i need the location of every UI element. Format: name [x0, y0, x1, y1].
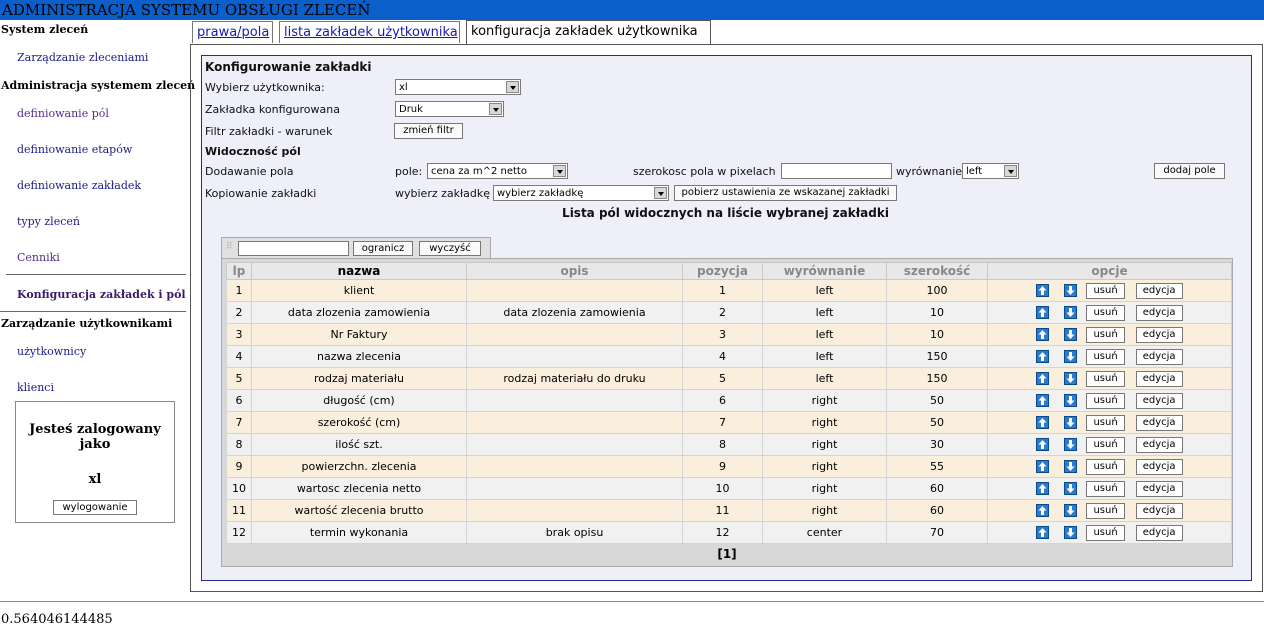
- drag-handle-icon[interactable]: ⠿: [226, 242, 233, 252]
- move-up-icon[interactable]: [1036, 416, 1049, 429]
- cell-nazwa: Nr Faktury: [252, 324, 467, 346]
- cell-opis: [467, 500, 683, 522]
- cell-nazwa: wartość zlecenia brutto: [252, 500, 467, 522]
- move-down-icon[interactable]: [1064, 306, 1077, 319]
- cell-nazwa: ilość szt.: [252, 434, 467, 456]
- cell-lp: 1: [227, 280, 252, 302]
- tab-select-label: Zakładka konfigurowana: [205, 103, 340, 116]
- cell-opcje: [988, 390, 1232, 412]
- limit-button[interactable]: ogranicz: [353, 241, 413, 256]
- cell-nazwa: klient: [252, 280, 467, 302]
- cell-opcje: [988, 434, 1232, 456]
- cell-szerokosc: 50: [887, 390, 988, 412]
- column-header-pozycja[interactable]: pozycja: [683, 263, 763, 280]
- sidebar-item-klienci[interactable]: klienci: [17, 381, 54, 394]
- cell-wyrownanie: right: [763, 456, 887, 478]
- cell-opis: [467, 346, 683, 368]
- visibility-heading: Widoczność pól: [205, 145, 301, 158]
- cell-opcje: [988, 302, 1232, 324]
- clear-button[interactable]: wyczyść: [419, 241, 481, 256]
- user-select-value: xl: [399, 82, 408, 93]
- align-select-value: left: [966, 166, 983, 177]
- cell-nazwa: wartosc zlecenia netto: [252, 478, 467, 500]
- add-field-label: Dodawanie pola: [205, 165, 294, 178]
- cell-wyrownanie: left: [763, 324, 887, 346]
- sidebar-item-definiowanie-etapow[interactable]: definiowanie etapów: [17, 143, 133, 156]
- delete-button[interactable]: usuń: [1086, 283, 1124, 299]
- cell-pozycja: 7: [683, 412, 763, 434]
- tab-select[interactable]: [395, 101, 504, 117]
- tab-select-value: Druk: [399, 104, 423, 115]
- choose-tab-label: wybierz zakładkę: [395, 187, 490, 200]
- delete-button[interactable]: usuń: [1086, 525, 1124, 541]
- move-up-icon[interactable]: [1036, 328, 1049, 341]
- login-user: xl: [88, 472, 102, 487]
- chevron-down-icon: [489, 103, 502, 115]
- chevron-down-icon: [506, 81, 519, 93]
- sidebar-item-definiowanie-pol[interactable]: definiowanie pól: [17, 107, 109, 120]
- delete-button[interactable]: usuń: [1086, 327, 1124, 343]
- table-row: [227, 478, 1232, 500]
- cell-pozycja: 9: [683, 456, 763, 478]
- table-row: [227, 456, 1232, 478]
- login-text: Jesteś zalogowany jako: [29, 422, 161, 452]
- edit-button[interactable]: edycja: [1136, 371, 1183, 387]
- column-header-lp[interactable]: lp: [227, 263, 252, 280]
- fetch-settings-button[interactable]: pobierz ustawienia ze wskazanej zakładki: [674, 185, 897, 201]
- cell-lp: 9: [227, 456, 252, 478]
- cell-pozycja: 11: [683, 500, 763, 522]
- cell-szerokosc: 150: [887, 368, 988, 390]
- cell-opis: data zlozenia zamowienia: [467, 302, 683, 324]
- cell-pozycja: 6: [683, 390, 763, 412]
- move-up-icon[interactable]: [1036, 394, 1049, 407]
- cell-wyrownanie: right: [763, 500, 887, 522]
- cell-lp: 11: [227, 500, 252, 522]
- column-header-szerokosc[interactable]: szerokość: [887, 263, 988, 280]
- chevron-down-icon: [1004, 165, 1017, 177]
- add-field-button[interactable]: dodaj pole: [1154, 163, 1225, 179]
- move-down-icon[interactable]: [1064, 372, 1077, 385]
- choose-tab-select[interactable]: [493, 185, 669, 201]
- cell-pozycja: 5: [683, 368, 763, 390]
- cell-opis: [467, 478, 683, 500]
- pagination[interactable]: [1]: [717, 547, 737, 561]
- cell-pozycja: 4: [683, 346, 763, 368]
- sidebar-item-definiowanie-zakladek[interactable]: definiowanie zakładek: [17, 179, 142, 192]
- tab-prawa-pola[interactable]: prawa/pola: [192, 21, 273, 43]
- cell-nazwa: szerokość (cm): [252, 412, 467, 434]
- column-header-wyrownanie[interactable]: wyrównanie: [763, 263, 887, 280]
- fields-table: [226, 262, 1232, 544]
- move-down-icon[interactable]: [1064, 526, 1077, 539]
- cell-opis: [467, 280, 683, 302]
- move-up-icon[interactable]: [1036, 350, 1049, 363]
- sidebar-section-system: System zleceń: [1, 23, 89, 36]
- table-row: [227, 390, 1232, 412]
- sidebar-divider: [0, 311, 186, 312]
- sidebar-item-cenniki[interactable]: Cenniki: [17, 251, 60, 264]
- move-down-icon[interactable]: [1064, 504, 1077, 517]
- edit-button[interactable]: edycja: [1136, 393, 1183, 409]
- move-up-icon[interactable]: [1036, 460, 1049, 473]
- cell-wyrownanie: right: [763, 412, 887, 434]
- chevron-down-icon: [654, 187, 667, 199]
- edit-button[interactable]: edycja: [1136, 481, 1183, 497]
- delete-button[interactable]: usuń: [1086, 393, 1124, 409]
- app-title: ADMINISTRACJA SYSTEMU OBSŁUGI ZLECEŃ: [0, 0, 1264, 20]
- delete-button[interactable]: usuń: [1086, 305, 1124, 321]
- footer-value: 0.564046144485: [1, 612, 113, 627]
- login-box: [15, 401, 175, 523]
- table-row: [227, 280, 1232, 302]
- move-down-icon[interactable]: [1064, 350, 1077, 363]
- cell-opis: [467, 412, 683, 434]
- table-row: [227, 522, 1232, 544]
- cell-pozycja: 3: [683, 324, 763, 346]
- move-up-icon[interactable]: [1036, 372, 1049, 385]
- config-heading: Konfigurowanie zakładki: [205, 60, 372, 74]
- edit-button[interactable]: edycja: [1136, 459, 1183, 475]
- cell-lp: 7: [227, 412, 252, 434]
- cell-opcje: [988, 412, 1232, 434]
- footer-divider: [0, 601, 1264, 602]
- cell-nazwa: rodzaj materiału: [252, 368, 467, 390]
- table-row: [227, 368, 1232, 390]
- edit-button[interactable]: edycja: [1136, 503, 1183, 519]
- cell-wyrownanie: center: [763, 522, 887, 544]
- move-down-icon[interactable]: [1064, 482, 1077, 495]
- delete-button[interactable]: usuń: [1086, 459, 1124, 475]
- delete-button[interactable]: usuń: [1086, 481, 1124, 497]
- cell-pozycja: 2: [683, 302, 763, 324]
- edit-button[interactable]: edycja: [1136, 305, 1183, 321]
- width-input[interactable]: [781, 163, 892, 179]
- cell-lp: 10: [227, 478, 252, 500]
- cell-wyrownanie: left: [763, 302, 887, 324]
- cell-szerokosc: 30: [887, 434, 988, 456]
- sidebar-item-typy-zlecen[interactable]: typy zleceń: [17, 215, 80, 228]
- move-down-icon[interactable]: [1064, 460, 1077, 473]
- cell-opcje: [988, 456, 1232, 478]
- sidebar-section-administracja: Administracja systemem zleceń: [1, 79, 196, 92]
- cell-lp: 8: [227, 434, 252, 456]
- cell-szerokosc: 55: [887, 456, 988, 478]
- tab-lista-zakladek[interactable]: lista zakładek użytkownika: [279, 21, 460, 43]
- filter-label: Filtr zakładki - warunek: [205, 125, 333, 138]
- align-select[interactable]: [962, 163, 1019, 179]
- cell-opis: brak opisu: [467, 522, 683, 544]
- tab-konfiguracja[interactable]: konfiguracja zakładek użytkownika: [466, 20, 711, 45]
- cell-nazwa: data zlozenia zamowienia: [252, 302, 467, 324]
- table-row: [227, 324, 1232, 346]
- field-select-value: cena za m^2 netto: [431, 166, 527, 177]
- grid-toolbar-tab: [221, 237, 491, 259]
- edit-button[interactable]: edycja: [1136, 283, 1183, 299]
- delete-button[interactable]: usuń: [1086, 503, 1124, 519]
- column-header-nazwa[interactable]: nazwa: [252, 263, 467, 280]
- cell-nazwa: nazwa zlecenia: [252, 346, 467, 368]
- cell-szerokosc: 60: [887, 500, 988, 522]
- cell-pozycja: 8: [683, 434, 763, 456]
- cell-pozycja: 1: [683, 280, 763, 302]
- edit-button[interactable]: edycja: [1136, 349, 1183, 365]
- logout-button[interactable]: wylogowanie: [53, 500, 136, 515]
- edit-button[interactable]: edycja: [1136, 415, 1183, 431]
- cell-opcje: [988, 346, 1232, 368]
- cell-lp: 12: [227, 522, 252, 544]
- move-down-icon[interactable]: [1064, 394, 1077, 407]
- user-select[interactable]: [395, 79, 521, 95]
- sidebar-item-uzytkownicy[interactable]: użytkownicy: [17, 345, 87, 358]
- cell-szerokosc: 10: [887, 324, 988, 346]
- cell-szerokosc: 60: [887, 478, 988, 500]
- move-down-icon[interactable]: [1064, 416, 1077, 429]
- delete-button[interactable]: usuń: [1086, 349, 1124, 365]
- cell-opcje: [988, 280, 1232, 302]
- sidebar-item-zarzadzanie-zleceniami[interactable]: Zarządzanie zleceniami: [17, 51, 149, 64]
- chevron-down-icon: [553, 165, 566, 177]
- cell-szerokosc: 70: [887, 522, 988, 544]
- cell-wyrownanie: right: [763, 434, 887, 456]
- field-label: pole:: [395, 165, 423, 178]
- fields-grid: [221, 237, 1233, 567]
- grid-body: [221, 258, 1233, 567]
- table-row: [227, 346, 1232, 368]
- cell-opcje: [988, 324, 1232, 346]
- change-filter-button[interactable]: zmień filtr: [394, 123, 463, 139]
- copy-tab-label: Kopiowanie zakładki: [205, 187, 317, 200]
- move-up-icon[interactable]: [1036, 438, 1049, 451]
- cell-nazwa: powierzchn. zlecenia: [252, 456, 467, 478]
- grid-search-input[interactable]: [238, 241, 349, 256]
- delete-button[interactable]: usuń: [1086, 437, 1124, 453]
- move-up-icon[interactable]: [1036, 284, 1049, 297]
- sidebar-divider: [6, 274, 186, 275]
- cell-opis: [467, 324, 683, 346]
- cell-szerokosc: 10: [887, 302, 988, 324]
- edit-button[interactable]: edycja: [1136, 327, 1183, 343]
- edit-button[interactable]: edycja: [1136, 437, 1183, 453]
- move-up-icon[interactable]: [1036, 504, 1049, 517]
- column-header-opis[interactable]: opis: [467, 263, 683, 280]
- table-row: [227, 302, 1232, 324]
- cell-szerokosc: 50: [887, 412, 988, 434]
- table-row: [227, 434, 1232, 456]
- cell-lp: 5: [227, 368, 252, 390]
- column-header-opcje: opcje: [988, 263, 1232, 280]
- table-row: [227, 412, 1232, 434]
- cell-pozycja: 12: [683, 522, 763, 544]
- edit-button[interactable]: edycja: [1136, 525, 1183, 541]
- sidebar-item-konfiguracja[interactable]: Konfiguracja zakładek i pól: [17, 288, 186, 301]
- cell-wyrownanie: right: [763, 478, 887, 500]
- move-down-icon[interactable]: [1064, 328, 1077, 341]
- cell-wyrownanie: right: [763, 390, 887, 412]
- cell-nazwa: długość (cm): [252, 390, 467, 412]
- cell-lp: 4: [227, 346, 252, 368]
- cell-szerokosc: 150: [887, 346, 988, 368]
- cell-opcje: [988, 522, 1232, 544]
- width-label: szerokosc pola w pixelach: [633, 165, 776, 178]
- user-select-label: Wybierz użytkownika:: [205, 81, 325, 94]
- cell-opis: [467, 456, 683, 478]
- choose-tab-select-value: wybierz zakładkę: [497, 188, 584, 199]
- cell-nazwa: termin wykonania: [252, 522, 467, 544]
- cell-opcje: [988, 478, 1232, 500]
- cell-opis: [467, 434, 683, 456]
- cell-lp: 2: [227, 302, 252, 324]
- table-header-row: [227, 263, 1232, 280]
- move-down-icon[interactable]: [1064, 284, 1077, 297]
- cell-pozycja: 10: [683, 478, 763, 500]
- table-row: [227, 500, 1232, 522]
- cell-wyrownanie: left: [763, 346, 887, 368]
- list-title: Lista pól widocznych na liście wybranej zakładki: [562, 206, 889, 220]
- cell-opis: rodzaj materiału do druku: [467, 368, 683, 390]
- align-label: wyrównanie: [896, 165, 963, 178]
- cell-opcje: [988, 500, 1232, 522]
- move-up-icon[interactable]: [1036, 526, 1049, 539]
- cell-wyrownanie: left: [763, 280, 887, 302]
- cell-lp: 6: [227, 390, 252, 412]
- cell-wyrownanie: left: [763, 368, 887, 390]
- cell-szerokosc: 100: [887, 280, 988, 302]
- field-select[interactable]: [427, 163, 568, 179]
- sidebar-section-uzytkownicy: Zarządzanie użytkownikami: [1, 317, 173, 330]
- delete-button[interactable]: usuń: [1086, 415, 1124, 431]
- delete-button[interactable]: usuń: [1086, 371, 1124, 387]
- cell-opis: [467, 390, 683, 412]
- move-up-icon[interactable]: [1036, 482, 1049, 495]
- cell-opcje: [988, 368, 1232, 390]
- move-down-icon[interactable]: [1064, 438, 1077, 451]
- move-up-icon[interactable]: [1036, 306, 1049, 319]
- cell-lp: 3: [227, 324, 252, 346]
